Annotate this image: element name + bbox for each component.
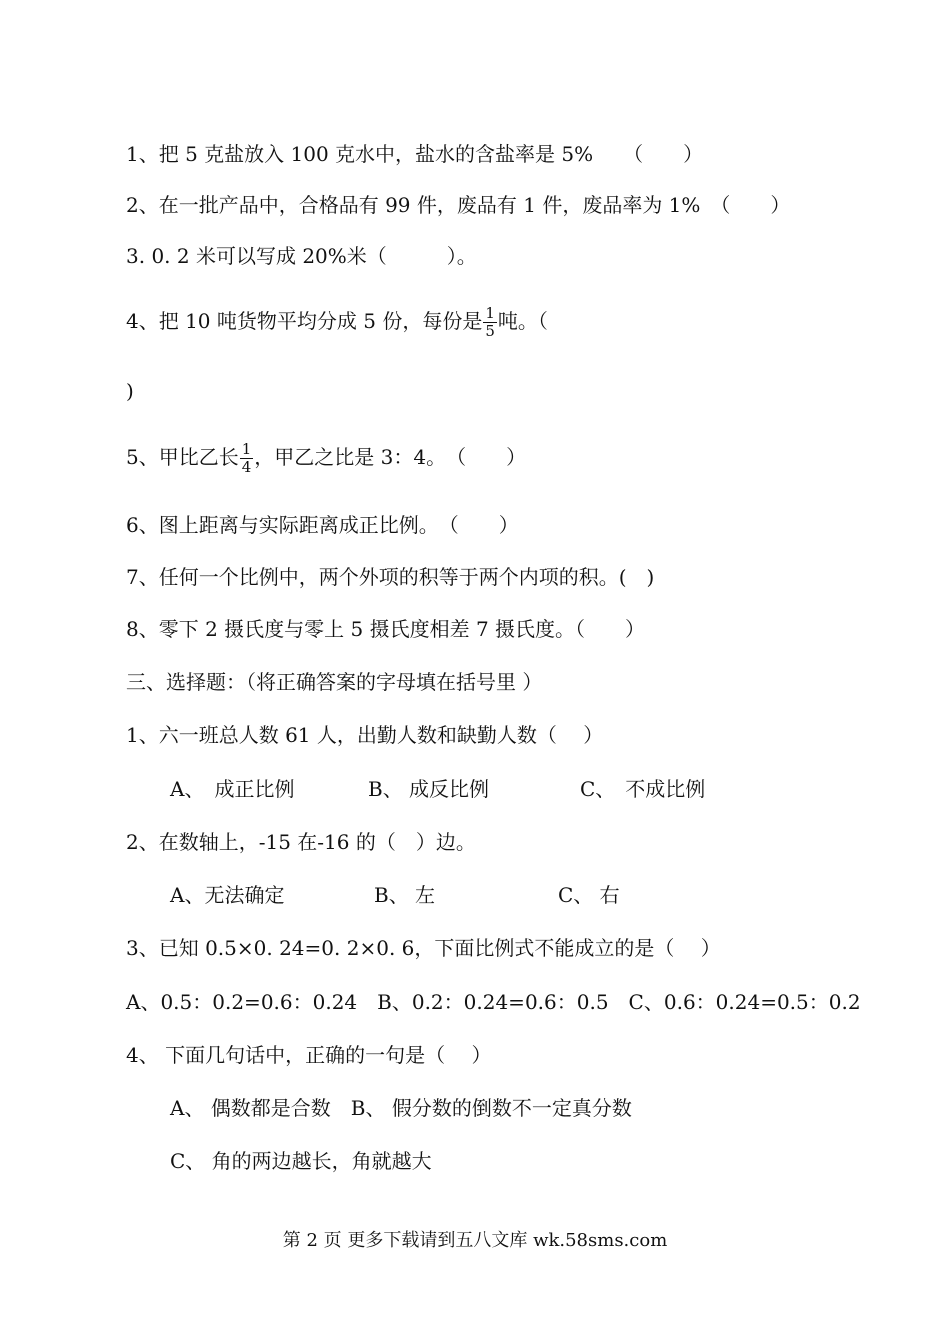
judgment-q7: 7、任何一个比例中，两个外项的积等于两个内项的积。( ) — [126, 565, 655, 589]
judgment-q5-text: 5、甲比乙长 — [126, 445, 239, 469]
fraction-one-fourth — [240, 441, 254, 476]
choice-q2-option-c: C、 右 — [558, 883, 620, 907]
judgment-q8: 8、零下 2 摄氏度与零上 5 摄氏度相差 7 摄氏度。（ ） — [126, 617, 646, 641]
fraction-denominator: 4 — [241, 458, 252, 476]
judgment-q5-suffix: ，甲乙之比是 3：4。 （ ） — [254, 445, 527, 469]
choice-q4-options-ab: A、 偶数都是合数 B、 假分数的倒数不一定真分数 — [170, 1096, 632, 1120]
choice-q2: 2、在数轴上，-15 在-16 的（ ）边。 — [126, 830, 476, 854]
fraction-numerator: 1 — [241, 440, 252, 458]
judgment-q3: 3. 0. 2 米可以写成 20%米（ ）。 — [126, 244, 477, 268]
judgment-q1: 1、把 5 克盐放入 100 克水中，盐水的含盐率是 5% （ ） — [126, 142, 704, 166]
choice-q4-option-c: C、 角的两边越长，角就越大 — [170, 1149, 432, 1173]
judgment-q4-suffix: 吨。（ — [497, 309, 548, 333]
fraction-denominator: 5 — [485, 322, 495, 340]
judgment-q4-text: 4、把 10 吨货物平均分成 5 份，每份是 — [126, 309, 483, 333]
choice-q2-option-b: B、 左 — [374, 883, 436, 907]
choice-q2-option-a: A、无法确定 — [170, 883, 285, 907]
fraction-numerator: 1 — [485, 304, 495, 322]
choice-q3: 3、已知 0.5×0. 24=0. 2×0. 6，下面比例式不能成立的是（ ） — [126, 936, 721, 960]
judgment-q5 — [126, 441, 526, 476]
fraction-one-fifth — [483, 305, 497, 340]
judgment-q6: 6、图上距离与实际距离成正比例。 （ ） — [126, 513, 519, 537]
choice-q1: 1、六一班总人数 61 人，出勤人数和缺勤人数（ ） — [126, 723, 604, 747]
judgment-q4 — [126, 305, 548, 340]
section3-title: 三、选择题：（将正确答案的字母填在括号里 ） — [126, 670, 543, 694]
choice-q4: 4、 下面几句话中，正确的一句是（ ） — [126, 1043, 492, 1067]
page-footer: 第 2 页 更多下载请到五八文库 wk.58sms.com — [282, 1230, 668, 1251]
choice-q1-option-c: C、 不成比例 — [580, 777, 706, 801]
choice-q3-options: A、0.5：0.2=0.6：0.24 B、0.2：0.24=0.6：0.5 C、0.6：0.24=0.5：0.2 — [126, 990, 861, 1014]
judgment-q2: 2、在一批产品中，合格品有 99 件，废品有 1 件，废品率为 1% （ ） — [126, 193, 791, 217]
choice-q1-option-b: B、 成反比例 — [368, 777, 490, 801]
judgment-q4-close: ) — [126, 379, 134, 403]
choice-q1-option-a: A、 成正比例 — [170, 777, 295, 801]
